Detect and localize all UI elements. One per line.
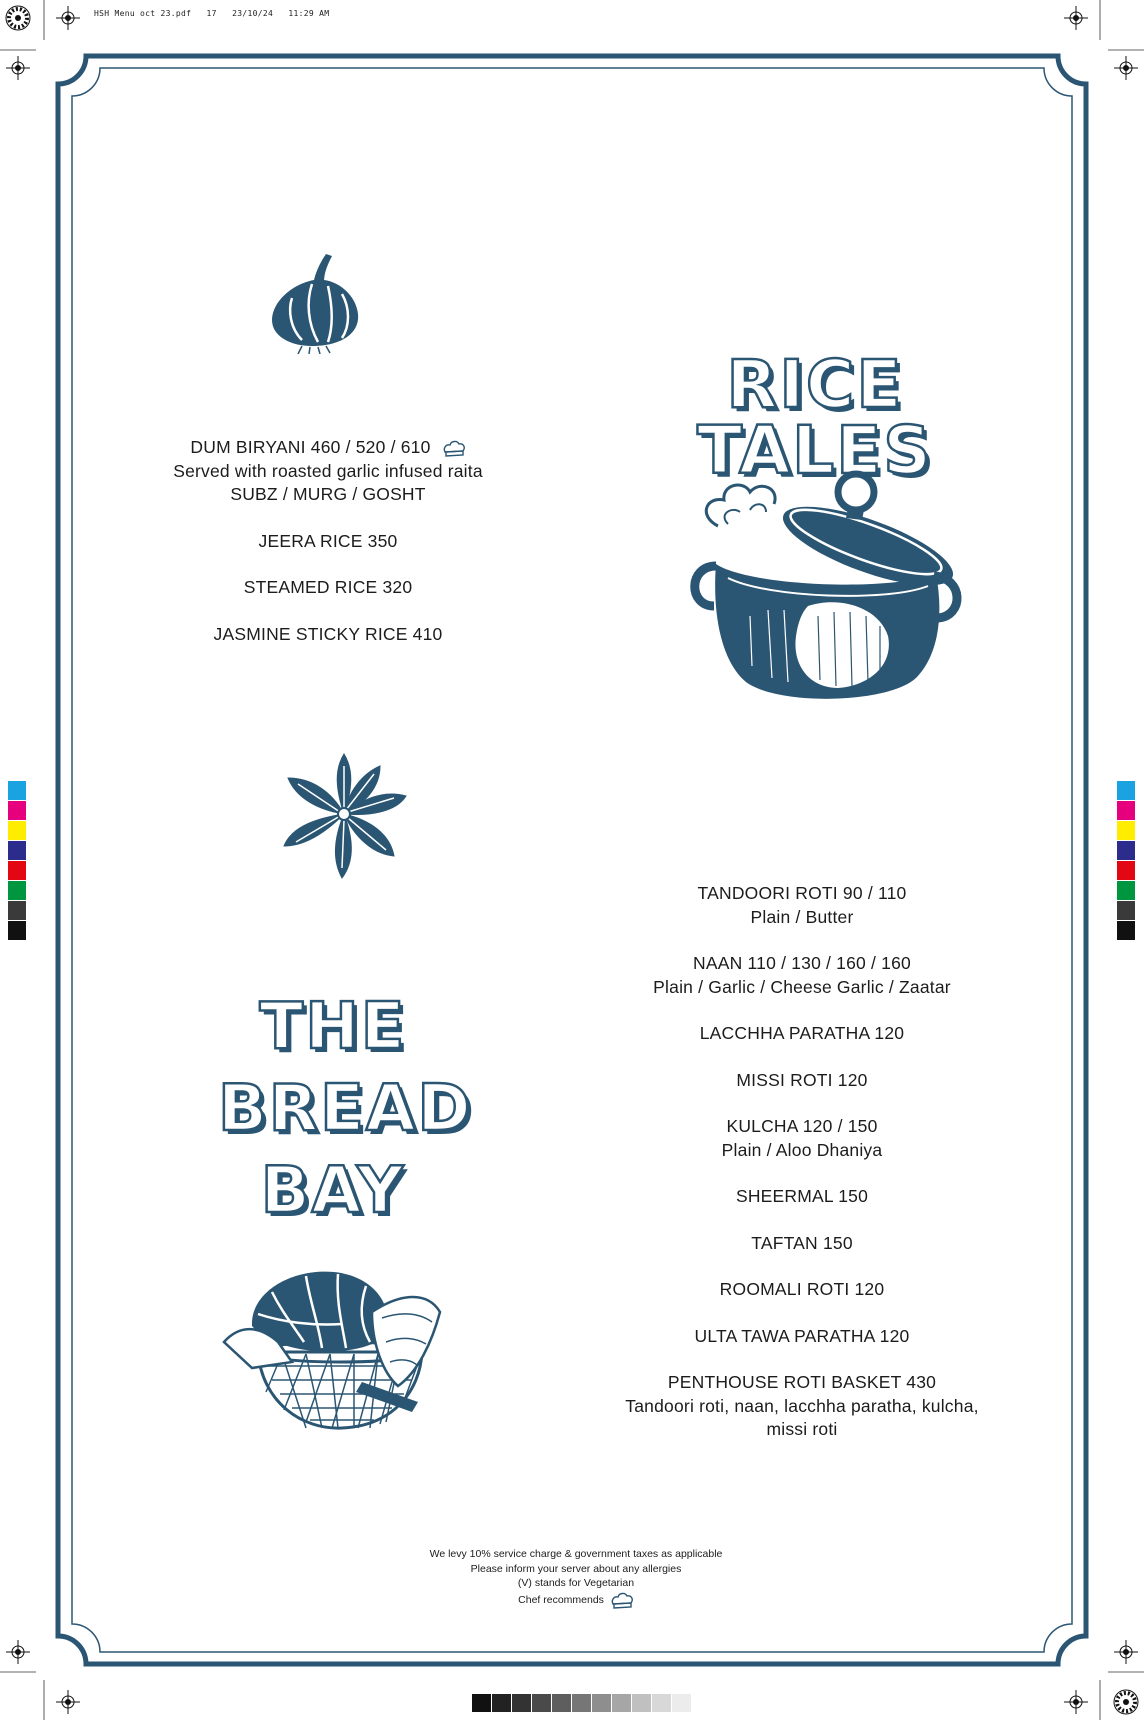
menu-item-naan: NAAN 110 / 130 / 160 / 160: [693, 953, 911, 973]
footer-notes: [372, 1547, 780, 1609]
menu-item-ulta-tawa-paratha: ULTA TAWA PARATHA 120: [694, 1325, 910, 1346]
menu-item-sheermal: SHEERMAL 150: [735, 1186, 869, 1206]
footer-allergies: Please inform your server about any allergies: [470, 1562, 682, 1575]
heading-line: THE: [259, 990, 407, 1064]
menu-item-steamed-rice: STEAMED RICE 320: [243, 577, 413, 597]
bread-basket-icon: [222, 1262, 444, 1432]
menu-item-desc: Tandoori roti, naan, lacchha paratha, kulcha,: [625, 1395, 979, 1416]
menu-item-roomali-roti: ROOMALI ROTI 120: [719, 1279, 885, 1299]
menu-item-kulcha: KULCHA 120 / 150: [726, 1116, 878, 1136]
rice-menu-list: [150, 436, 506, 646]
menu-item-desc: Plain / Aloo Dhaniya: [721, 1139, 883, 1160]
menu-item-desc: Plain / Butter: [750, 906, 854, 927]
menu-item-desc: Served with roasted garlic infused raita: [173, 460, 483, 481]
footer-chef-label: Chef recommends: [518, 1593, 604, 1606]
garlic-icon: [262, 250, 368, 354]
menu-item-missi-roti: MISSI ROTI 120: [736, 1069, 868, 1090]
menu-item-penthouse-roti-basket: PENTHOUSE ROTI BASKET 430: [667, 1372, 937, 1392]
cooking-pot-icon: [688, 466, 964, 706]
heading-line: BREAD: [218, 1072, 473, 1146]
menu-item-jasmine-sticky-rice: JASMINE STICKY RICE 410: [213, 623, 443, 644]
chef-hat-icon: [442, 439, 466, 457]
footer-chef-recommends: [372, 1591, 780, 1609]
menu-item-tandoori-roti: TANDOORI ROTI 90 / 110: [697, 883, 907, 903]
footer-service-charge: We levy 10% service charge & government taxes as applicable: [429, 1548, 723, 1560]
menu-item-taftan: TAFTAN 150: [751, 1232, 853, 1253]
print-slug: HSH Menu oct 23.pdf 17 23/10/24 11:29 AM: [94, 9, 330, 18]
chef-hat-icon: [610, 1591, 634, 1609]
rice-tales-heading: RICE TALES: [697, 346, 933, 489]
menu-item-desc: missi roti: [766, 1419, 838, 1439]
bread-menu-list: [612, 882, 992, 1442]
menu-item-jeera-rice: JEERA RICE 350: [258, 530, 398, 551]
menu-item-desc: Plain / Garlic / Cheese Garlic / Zaatar: [653, 976, 951, 997]
footer-vegetarian-note: (V) stands for Vegetarian: [517, 1577, 635, 1589]
heading-line: BAY: [260, 1154, 406, 1228]
menu-item-lacchha-paratha: LACCHHA PARATHA 120: [699, 1023, 905, 1043]
menu-item-title: DUM BIRYANI 460 / 520 / 610: [190, 437, 431, 457]
bread-bay-heading: [218, 986, 473, 1232]
menu-item-desc: SUBZ / MURG / GOSHT: [230, 484, 426, 504]
star-anise-icon: [274, 750, 414, 880]
menu-item-dum-biryani: [150, 436, 506, 460]
